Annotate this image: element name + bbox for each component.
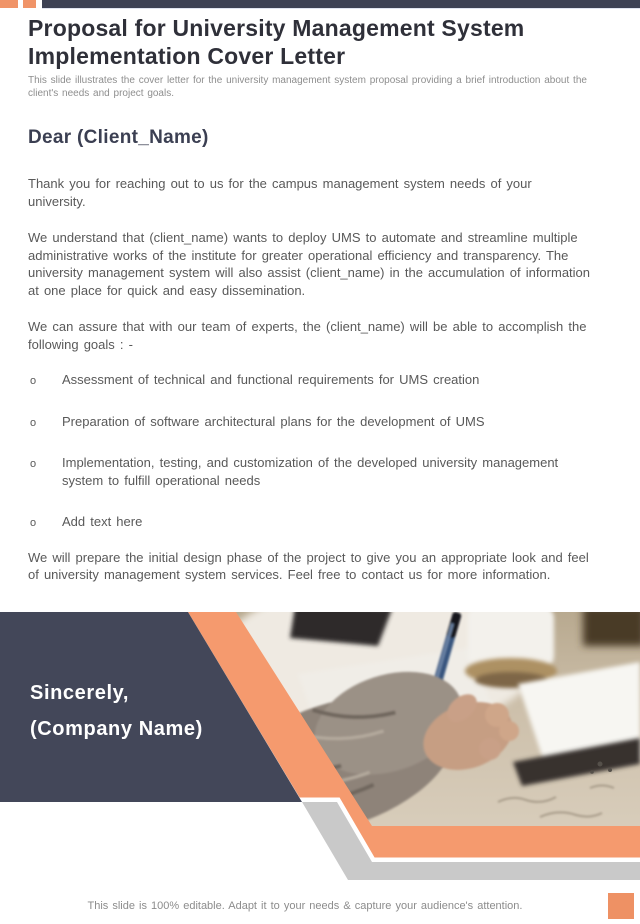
top-decorative-bar	[0, 0, 640, 10]
salutation: Dear (Client_Name)	[28, 127, 209, 148]
page-title: Proposal for University Management System Implementation Cover Letter	[28, 15, 525, 69]
page-subtitle: This slide illustrates the cover letter for the university management system proposal providing a brief introduction about the client's needs and project goals.	[28, 75, 587, 99]
list-item-text: Add text here	[62, 514, 143, 529]
footer-note: This slide is 100% editable. Adapt it to your needs & capture your audience's attention.	[87, 900, 523, 912]
circle-bullet-icon: o	[30, 375, 37, 387]
signoff-company-name: (Company Name)	[30, 718, 203, 740]
orange-corner-square	[608, 893, 634, 919]
banner-graphics	[0, 612, 640, 924]
circle-bullet-icon: o	[30, 416, 37, 429]
signoff	[30, 682, 203, 741]
paragraph: Thank you for reaching out to us for the campus management system needs of your university.	[28, 176, 532, 209]
paragraph: We can assure that with our team of experts, the (client_name) will be able to accomplish the following goals : -	[28, 319, 587, 352]
list-item	[28, 371, 593, 389]
list-item-text: Assessment of technical and functional requirements for UMS creation	[62, 372, 480, 387]
circle-bullet-icon: o	[30, 517, 37, 529]
signoff-sincerely: Sincerely,	[30, 682, 130, 704]
circle-bullet-icon: o	[30, 458, 37, 470]
navy-header-rule	[42, 0, 640, 9]
list-item-text: Preparation of software architectural plans for the development of UMS	[62, 413, 485, 429]
paragraph: We understand that (client_name) wants to deploy UMS to automate and streamline multiple administrative works of the institute for greater operational efficiency and transparency. The university management system will also assist (client_name) in the accumulation of information at one place for quick and easy dissemination.	[28, 230, 591, 298]
orange-square-accent	[23, 0, 36, 8]
list-item	[28, 513, 593, 531]
closing-paragraph: We will prepare the initial design phase of the project to give you an appropriate look and feel of university management system services. Feel free to contact us for more information.	[28, 549, 589, 582]
list-item	[28, 454, 593, 489]
goals-list	[28, 371, 593, 531]
bottom-banner	[0, 612, 640, 924]
letter-content	[28, 14, 593, 584]
list-item	[28, 413, 593, 431]
orange-square-accent	[0, 0, 18, 8]
list-item-text: Implementation, testing, and customization of the developed university management system to fulfill operational needs	[62, 455, 559, 488]
